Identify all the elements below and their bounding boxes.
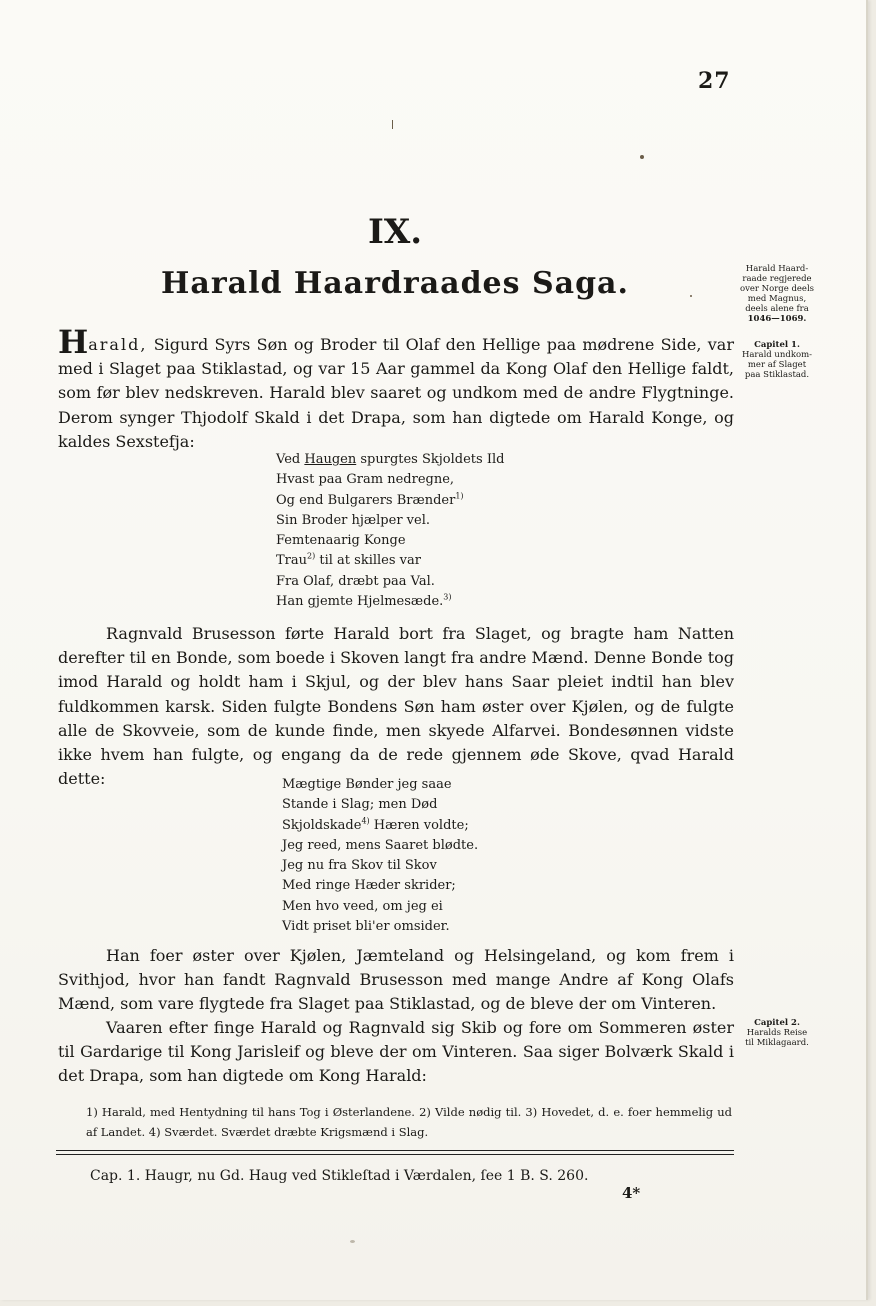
footnote-marker: 2) [307,552,316,562]
footnote-marker: 4) [361,816,370,826]
sidenote-line: raade regjerede [742,274,812,284]
verse-text: Hæren voldte; [373,817,469,833]
verse-word: Ved [276,452,301,467]
verse-text: Han gjemte Hjelmesæde. [276,594,444,610]
verse-text: spurgtes Skjoldets Ild [360,452,505,467]
sidenote-chapter-1 [732,340,822,380]
verse-line: Stande i Slag; men Død [282,797,438,813]
verse-text: Og end Bulgarers Brænder [276,492,456,508]
verse-text: til at skilles var [319,553,421,569]
footnote-marker: 1) [455,491,464,501]
verse-line: Mægtige Bønder jeg saae [282,777,452,792]
paper-speck [392,120,393,129]
drop-initial: H [58,323,89,361]
paper-speck [640,155,644,159]
sidenote-chapter-2 [732,1018,822,1048]
chapter-number: IX. [367,212,423,252]
sidenote-line: til Miklagaard. [745,1038,809,1048]
divider-rule [56,1154,734,1155]
verse-line [276,551,504,571]
sidenote-line: Harald Haard- [745,264,809,274]
verse-line: Men hvo veed, om jeg ei [282,898,443,914]
sidenote-line: over Norge deels [739,284,815,294]
verse-line: Jeg reed, mens Saaret blødte. [282,837,479,853]
verse-line: Med ringe Hæder skrider; [282,878,456,894]
sidenote-line: mer af Slaget [747,360,807,370]
sidenote-line: Harald undkom- [741,350,813,360]
sidenote-line: Haralds Reise [746,1028,808,1038]
sidenote-heading: Capitel 2. [754,1018,800,1028]
paragraph-text: Ragnvald Brusesson førte Harald bort fra Slaget, og bragte ham Natten derefter til en Bonde, som boede i Skoven langt fra andre Mænd. Denne Bonde tog imod Harald og holdt ham i Skjul, og der blev hans Saar pleiet indtil han blev fuldkommen karsk. Siden fulgte Bondens Søn ham øster over Kjølen, og de fulgte alle de Skovveie, som de kunde finde, men skyede Alfarvei. Bondesønnen vidste ikke hvem han fulgte, og engang da de rede gjennem øde Skove, qvad Harald dette: [58,624,734,789]
footnote-marker: 3) [443,592,452,602]
verse-line: Jeg nu fra Skov til Skov [282,858,437,874]
verse-line: Hvast paa Gram nedregne, [276,472,455,488]
verse-line [276,450,504,470]
page-number: 27 [698,68,731,94]
saga-title: Harald Haardraades Saga. [161,266,629,301]
verse-line: Vidt priset bli'er omsider. [282,919,450,935]
verse-line: Sin Broder hjælper vel. [276,512,430,528]
footnotes: 1) Harald, med Hentydning til hans Tog i Østerlandene. 2) Vilde nødig til. 3) Hovedet, d. e. foer hemmelig ud af Landet. 4) Sværdet. Sværdet dræbte Krigsmænd i Slag. [86,1105,732,1139]
sidenote-line: med Magnus, [747,294,807,304]
signature-mark: 4* [622,1184,641,1202]
sidenote-line: paa Stiklastad. [744,370,810,380]
verse-line: Fra Olaf, dræbt paa Val. [276,573,435,589]
first-word: arald, [88,335,148,354]
divider-rule [56,1150,734,1151]
paragraph-text: Vaaren efter finge Harald og Ragnvald sig Skib og fore om Sommeren øster til Gardarige til Kong Jarisleif og bleve der om Vinteren. Saa siger Bolværk Skald i det Drapa, som han digtede om Kong Harald: [58,1018,734,1086]
paragraph-text: Han foer øster over Kjølen, Jæmteland og Helsingeland, og kom frem i Svithjod, hvor han fandt Ragnvald Brusesson med mange Andre af Kong Olafs Mænd, som vare flygtede fra Slaget paa Stiklastad, og de bleve der om Vinteren. [58,946,734,1014]
sidenote-line: 1046—1069. [747,314,807,324]
verse-line [276,592,504,612]
verse-word: Skjoldskade [282,817,362,833]
paragraph-text: Sigurd Syrs Søn og Broder til Olaf den Hellige paa mødrene Side, var med i Slaget paa Stiklastad, og var 15 Aar gammel da Kong Olaf den Hellige faldt, som før blev nedskreven. Harald blev saaret og undkom med de andre Flygtninge. Derom synger Thjodolf Skald i det Drapa, som han digtede om Harald Konge, og kaldes Sexstefja: [58,335,734,451]
paper-speck [350,1240,355,1243]
verse-word: Trau [276,553,308,569]
verse-2 [282,775,478,937]
paragraph-3 [58,944,734,1017]
paragraph-4 [58,1016,734,1089]
sidenote-heading: Capitel 1. [754,340,800,350]
verse-line [276,491,504,511]
underlined-word: Haugen [304,452,357,467]
sidenote-line: deels alene fra [745,304,809,314]
paragraph-2 [58,622,734,791]
paper-speck [690,295,692,297]
verse-line: Femtenaarig Konge [276,533,406,549]
illustration-caption: Cap. 1. Haugr, nu Gd. Haug ved Stikleſtad i Værdalen, ſee 1 B. S. 260. [90,1168,589,1184]
paragraph-1 [58,323,734,454]
sidenote-reign [732,264,822,324]
verse-line [282,816,478,836]
verse-1 [276,450,504,612]
